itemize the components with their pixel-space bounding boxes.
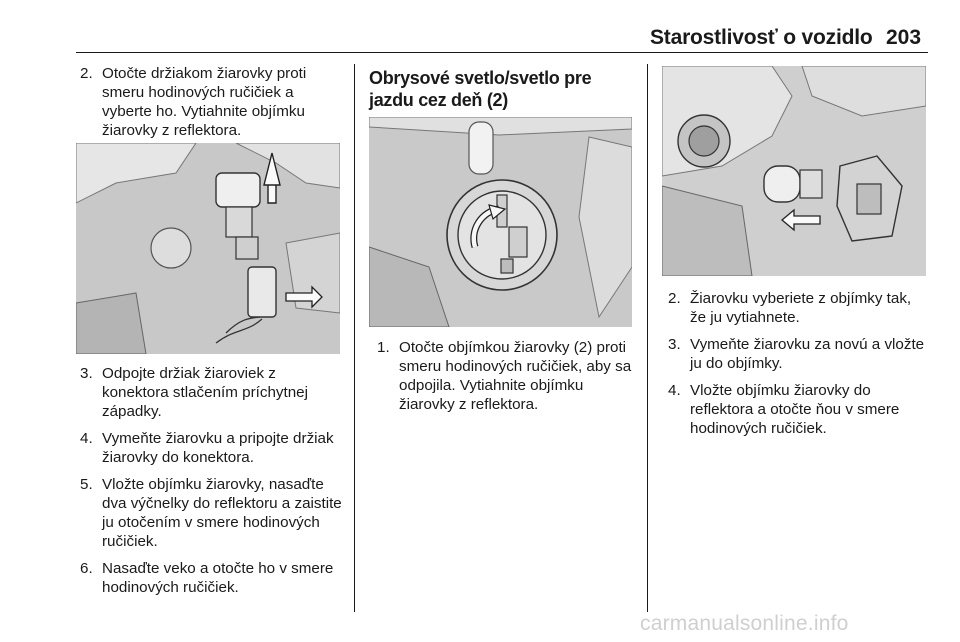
figure-bulb-holder-connector bbox=[76, 143, 340, 354]
section-heading: Obrysové svetlo/svetlo pre jazdu cez deň (2) bbox=[369, 68, 592, 110]
step-text: Vymeňte žiarovku a pripojte držiak žiarovky do konektora. bbox=[102, 430, 334, 466]
step-item bbox=[78, 64, 346, 140]
col3-steps bbox=[666, 289, 930, 446]
page-number: 203 bbox=[886, 26, 922, 49]
figure-bulb-removal bbox=[662, 66, 926, 276]
watermark: carmanualsonline.info bbox=[640, 612, 849, 635]
step-number: 2. bbox=[668, 290, 681, 307]
step-number: 3. bbox=[668, 336, 681, 353]
step-text: Vložte objímku žiarovky, nasaďte dva výčnelky do reflektoru a zaistite ju otočením v smere hodinových ručičiek. bbox=[102, 476, 342, 550]
step-text: Otočte objímkou žiarovky (2) proti smeru hodinových ručičiek, aby sa odpojila. Vytiahnite objímku žiarovky z reflektora. bbox=[399, 339, 632, 413]
figure-bulb-socket-rotate bbox=[369, 117, 632, 327]
step-number: 6. bbox=[80, 560, 93, 577]
socket-rotation-illustration bbox=[369, 117, 632, 327]
page-title: Starostlivosť o vozidlo bbox=[650, 26, 873, 49]
step-text: Otočte držiakom žiarovky proti smeru hodinových ručičiek a vyberte ho. Vytiahnite objímku žiarovky z reflektora. bbox=[102, 65, 307, 139]
step-number: 3. bbox=[80, 365, 93, 382]
step-item bbox=[78, 364, 346, 421]
column-divider-left bbox=[354, 64, 355, 612]
col1-steps-bottom bbox=[78, 364, 346, 605]
col2-steps bbox=[375, 338, 637, 422]
step-item bbox=[78, 429, 346, 467]
step-text: Nasaďte veko a otočte ho v smere hodinových ručičiek. bbox=[102, 560, 334, 596]
step-number: 2. bbox=[80, 65, 93, 82]
step-item bbox=[78, 559, 346, 597]
step-item bbox=[666, 381, 930, 438]
step-number: 4. bbox=[668, 382, 681, 399]
step-item bbox=[375, 338, 637, 414]
step-item bbox=[78, 475, 346, 551]
bulb-holder-illustration bbox=[76, 143, 340, 354]
bulb-removal-illustration bbox=[662, 66, 926, 276]
col1-steps-top bbox=[78, 64, 346, 148]
step-number: 1. bbox=[377, 339, 390, 356]
step-text: Žiarovku vyberiete z objímky tak, že ju vytiahnete. bbox=[690, 290, 912, 326]
step-text: Odpojte držiak žiaroviek z konektora stlačením príchytnej západky. bbox=[102, 365, 308, 420]
step-number: 4. bbox=[80, 430, 93, 447]
column-divider-right bbox=[647, 64, 648, 612]
step-item bbox=[666, 289, 930, 327]
step-item bbox=[666, 335, 930, 373]
step-text: Vymeňte žiarovku za novú a vložte ju do objímky. bbox=[690, 336, 925, 372]
header-rule bbox=[76, 52, 928, 53]
step-text: Vložte objímku žiarovky do reflektora a otočte ňou v smere hodinových ručičiek. bbox=[690, 382, 900, 437]
step-number: 5. bbox=[80, 476, 93, 493]
